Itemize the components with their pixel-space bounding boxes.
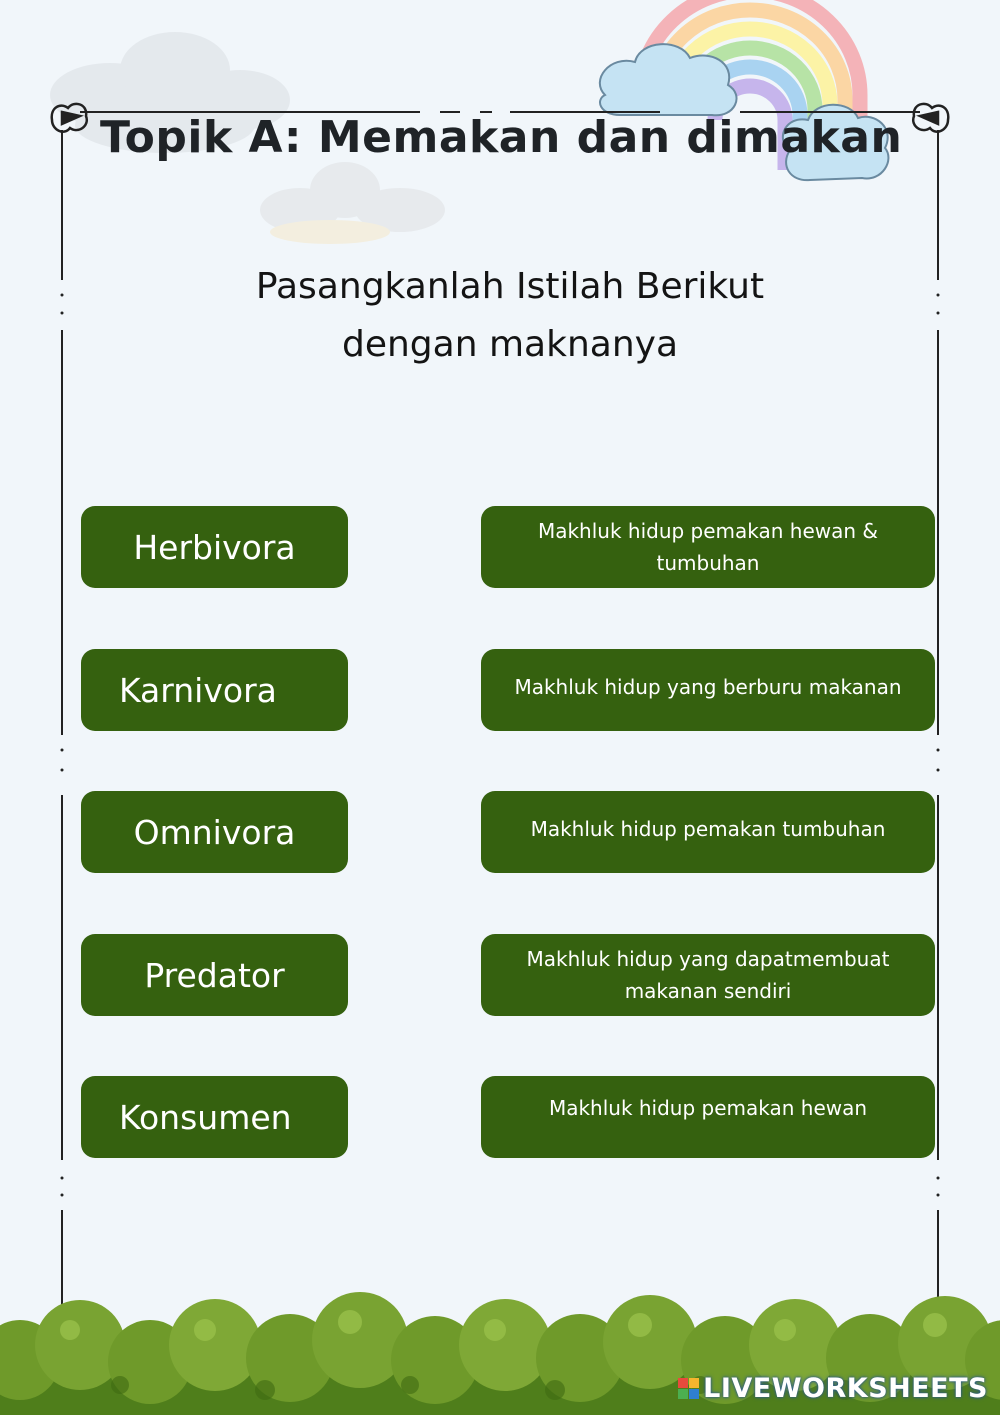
instruction-line: Pasangkanlah Istilah Berikut xyxy=(255,266,765,307)
term-box-herbivora[interactable] xyxy=(81,506,348,588)
term-label: Herbivora xyxy=(133,527,296,567)
frame-dots xyxy=(61,294,940,1197)
term-label: Predator xyxy=(144,955,285,995)
meaning-text: makanan sendiri xyxy=(624,979,792,1003)
meaning-text: Makhluk hidup yang dapatmembuat xyxy=(526,947,890,971)
meaning-text: Makhluk hidup pemakan tumbuhan xyxy=(530,817,886,841)
instruction-text xyxy=(150,258,870,374)
meaning-box-2[interactable] xyxy=(481,649,935,731)
term-label: Omnivora xyxy=(133,812,296,852)
page-title: Topik A: Memakan dan dimakan xyxy=(100,112,903,163)
meaning-text: tumbuhan xyxy=(656,551,760,575)
term-box-karnivora[interactable] xyxy=(81,649,348,731)
term-label: Konsumen xyxy=(119,1097,292,1137)
corner-ornament-icon xyxy=(913,104,948,132)
meaning-text: Makhluk hidup yang berburu makanan xyxy=(514,675,902,699)
meaning-box-1[interactable] xyxy=(481,506,935,588)
instruction-line: dengan maknanya xyxy=(341,324,679,365)
meaning-box-4[interactable] xyxy=(481,934,935,1016)
meaning-box-3[interactable] xyxy=(481,791,935,873)
term-label: Karnivora xyxy=(119,670,277,710)
term-box-omnivora[interactable] xyxy=(81,791,348,873)
term-box-konsumen[interactable] xyxy=(81,1076,348,1158)
watermark-text: LIVEWORKSHEETS xyxy=(703,1373,988,1404)
cloud-icon xyxy=(260,162,445,244)
meaning-text: Makhluk hidup pemakan hewan & xyxy=(537,519,879,543)
liveworksheets-watermark xyxy=(678,1373,988,1404)
meaning-text: Makhluk hidup pemakan hewan xyxy=(548,1096,868,1120)
term-box-predator[interactable] xyxy=(81,934,348,1016)
liveworksheets-logo-icon xyxy=(678,1378,699,1399)
meaning-box-5[interactable] xyxy=(481,1076,935,1158)
